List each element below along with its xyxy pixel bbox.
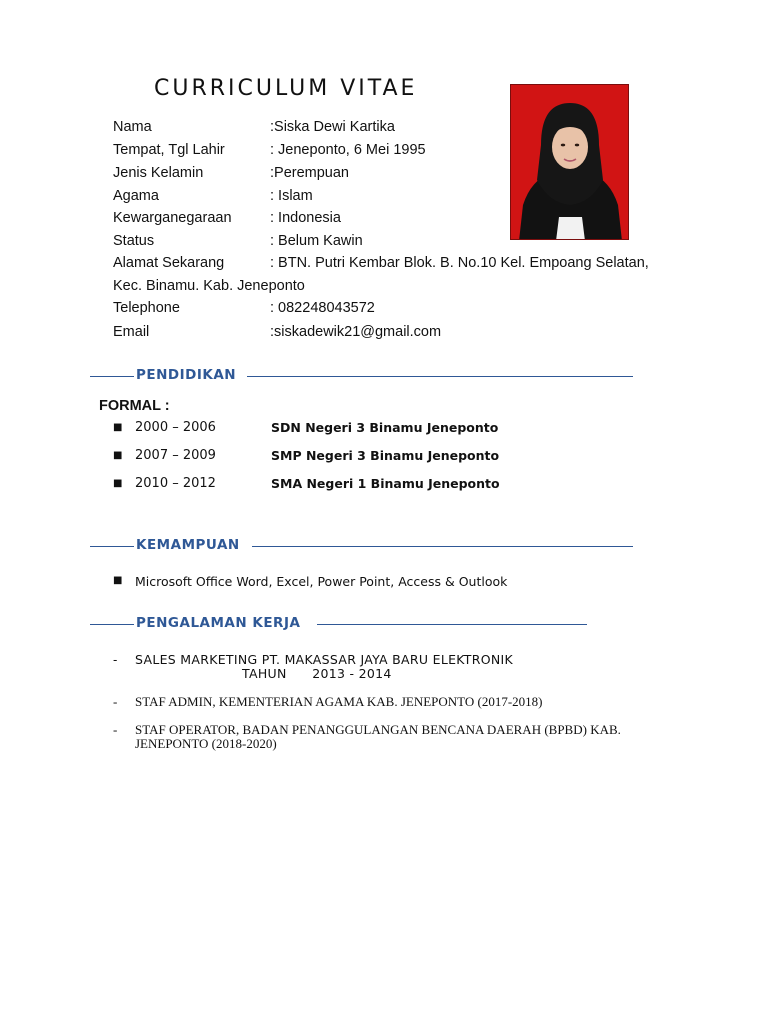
- section-divider: [90, 546, 134, 547]
- dash-bullet: -: [113, 694, 118, 709]
- job-title-continuation: JENEPONTO (2018-2020): [135, 736, 277, 751]
- section-divider: [252, 546, 633, 547]
- profile-photo: [510, 84, 629, 240]
- dash-bullet: -: [113, 652, 118, 667]
- job-period: TAHUN 2013 - 2014: [242, 666, 392, 681]
- education-school: SDN Negeri 3 Binamu Jeneponto: [271, 420, 499, 435]
- skill-text: Microsoft Office Word, Excel, Power Point, Access & Outlook: [135, 574, 508, 589]
- info-label: Agama: [113, 188, 159, 204]
- info-value: : 082248043572: [270, 300, 375, 316]
- info-value: :siskadewik21@gmail.com: [270, 324, 442, 340]
- education-subheading: FORMAL :: [99, 398, 170, 414]
- info-label: Telephone: [113, 300, 180, 316]
- info-value: : Islam: [270, 188, 313, 204]
- info-label: Status: [113, 233, 155, 249]
- section-divider: [90, 376, 134, 377]
- person-portrait-icon: [511, 85, 629, 240]
- info-value: :Perempuan: [270, 165, 349, 181]
- info-label: Alamat Sekarang: [113, 255, 225, 271]
- section-education-header: [90, 367, 633, 385]
- info-value: : BTN. Putri Kembar Blok. B. No.10 Kel. Empoang Selatan,: [270, 255, 649, 271]
- bullet-square-icon: ■: [113, 478, 123, 489]
- bullet-square-icon: ■: [113, 422, 123, 433]
- education-school: SMA Negeri 1 Binamu Jeneponto: [271, 476, 500, 491]
- info-label: Jenis Kelamin: [113, 165, 204, 181]
- job-title: STAF ADMIN, KEMENTERIAN AGAMA KAB. JENEPONTO (2017-2018): [135, 694, 543, 709]
- section-experience-header: [90, 615, 587, 633]
- bullet-square-icon: ■: [113, 575, 123, 586]
- dash-bullet: -: [113, 722, 118, 737]
- job-title: STAF OPERATOR, BADAN PENANGGULANGAN BENCANA DAERAH (BPBD) KAB.: [135, 722, 621, 737]
- info-label: Kewarganegaraan: [113, 210, 232, 226]
- job-title: SALES MARKETING PT. MAKASSAR JAYA BARU ELEKTRONIK: [135, 652, 513, 667]
- education-school: SMP Negeri 3 Binamu Jeneponto: [271, 448, 500, 463]
- info-value: : Indonesia: [270, 210, 341, 226]
- education-years: 2010 – 2012: [135, 476, 216, 491]
- section-title: PENGALAMAN KERJA: [136, 615, 301, 631]
- info-label: Email: [113, 324, 150, 340]
- section-title: PENDIDIKAN: [136, 367, 237, 383]
- section-skills-header: [90, 537, 633, 555]
- address-continuation: Kec. Binamu. Kab. Jeneponto: [113, 278, 305, 294]
- section-divider: [90, 624, 134, 625]
- section-divider: [247, 376, 633, 377]
- section-title: KEMAMPUAN: [136, 537, 240, 553]
- page-title: CURRICULUM VITAE: [154, 76, 418, 101]
- section-divider: [317, 624, 587, 625]
- info-label: Nama: [113, 119, 152, 135]
- education-years: 2000 – 2006: [135, 420, 216, 435]
- info-value: : Belum Kawin: [270, 233, 363, 249]
- education-years: 2007 – 2009: [135, 448, 216, 463]
- bullet-square-icon: ■: [113, 450, 123, 461]
- info-value: : Jeneponto, 6 Mei 1995: [270, 142, 426, 158]
- info-label: Tempat, Tgl Lahir: [113, 142, 225, 158]
- info-value: :Siska Dewi Kartika: [270, 119, 395, 135]
